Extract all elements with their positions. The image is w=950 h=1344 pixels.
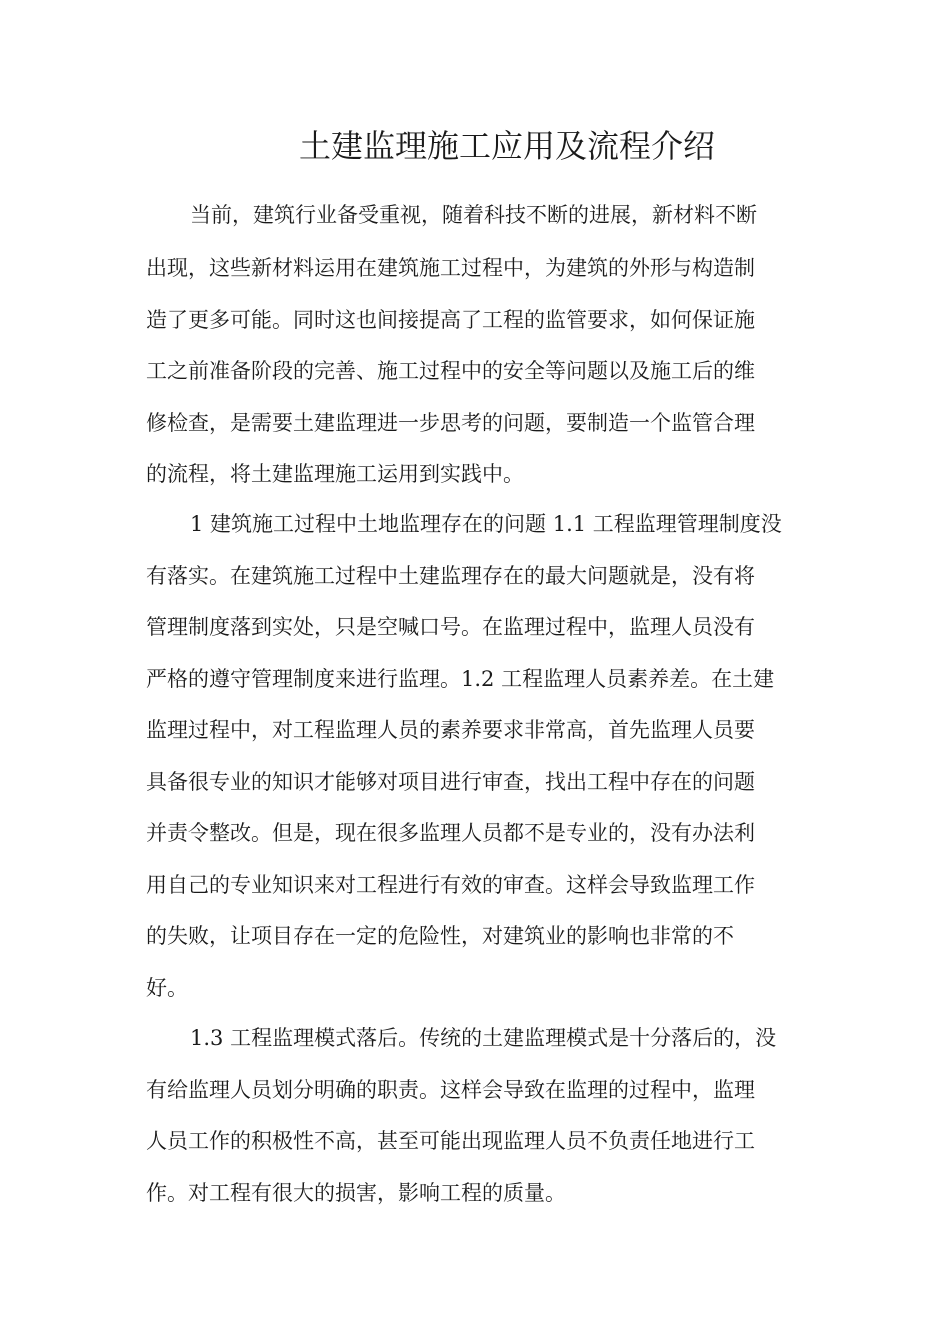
paragraph-line: 有给监理人员划分明确的职责。这样会导致在监理的过程中，监理 xyxy=(146,1078,755,1102)
paragraph-line: 出现，这些新材料运用在建筑施工过程中，为建筑的外形与构造制 xyxy=(146,256,755,280)
paragraph-line: 修检查，是需要土建监理进一步思考的问题，要制造一个监管合理 xyxy=(146,411,755,435)
paragraph-line: 好。 xyxy=(146,976,188,1000)
paragraph-line: 工之前准备阶段的完善、施工过程中的安全等问题以及施工后的维 xyxy=(146,359,755,383)
paragraph-line: 1.3 工程监理模式落后。传统的土建监理模式是十分落后的，没 xyxy=(190,1026,777,1050)
document-title: 土建监理施工应用及流程介绍 xyxy=(298,127,715,165)
paragraph-line: 作。对工程有很大的损害，影响工程的质量。 xyxy=(146,1181,566,1205)
paragraph-line: 监理过程中，对工程监理人员的素养要求非常高，首先监理人员要 xyxy=(146,718,755,742)
paragraph-line: 有落实。在建筑施工过程中土建监理存在的最大问题就是，没有将 xyxy=(146,564,755,588)
paragraph-line: 用自己的专业知识来对工程进行有效的审查。这样会导致监理工作 xyxy=(146,873,755,897)
paragraph-line: 具备很专业的知识才能够对项目进行审查，找出工程中存在的问题 xyxy=(146,770,755,794)
paragraph-line: 严格的遵守管理制度来进行监理。1.2 工程监理人员素养差。在土建 xyxy=(146,667,775,691)
paragraph-line: 的流程，将土建监理施工运用到实践中。 xyxy=(146,462,524,486)
paragraph-line: 当前，建筑行业备受重视，随着科技不断的进展，新材料不断 xyxy=(190,203,757,227)
paragraph-line: 的失败，让项目存在一定的危险性，对建筑业的影响也非常的不 xyxy=(146,924,734,948)
paragraph-line: 人员工作的积极性不高，甚至可能出现监理人员不负责任地进行工 xyxy=(146,1129,755,1153)
paragraph-line: 造了更多可能。同时这也间接提高了工程的监管要求，如何保证施 xyxy=(146,308,755,332)
paragraph-line: 并责令整改。但是，现在很多监理人员都不是专业的，没有办法利 xyxy=(146,821,755,845)
paragraph-line: 管理制度落到实处，只是空喊口号。在监理过程中，监理人员没有 xyxy=(146,615,755,639)
paragraph-line: 1 建筑施工过程中土地监理存在的问题 1.1 工程监理管理制度没 xyxy=(190,512,782,536)
